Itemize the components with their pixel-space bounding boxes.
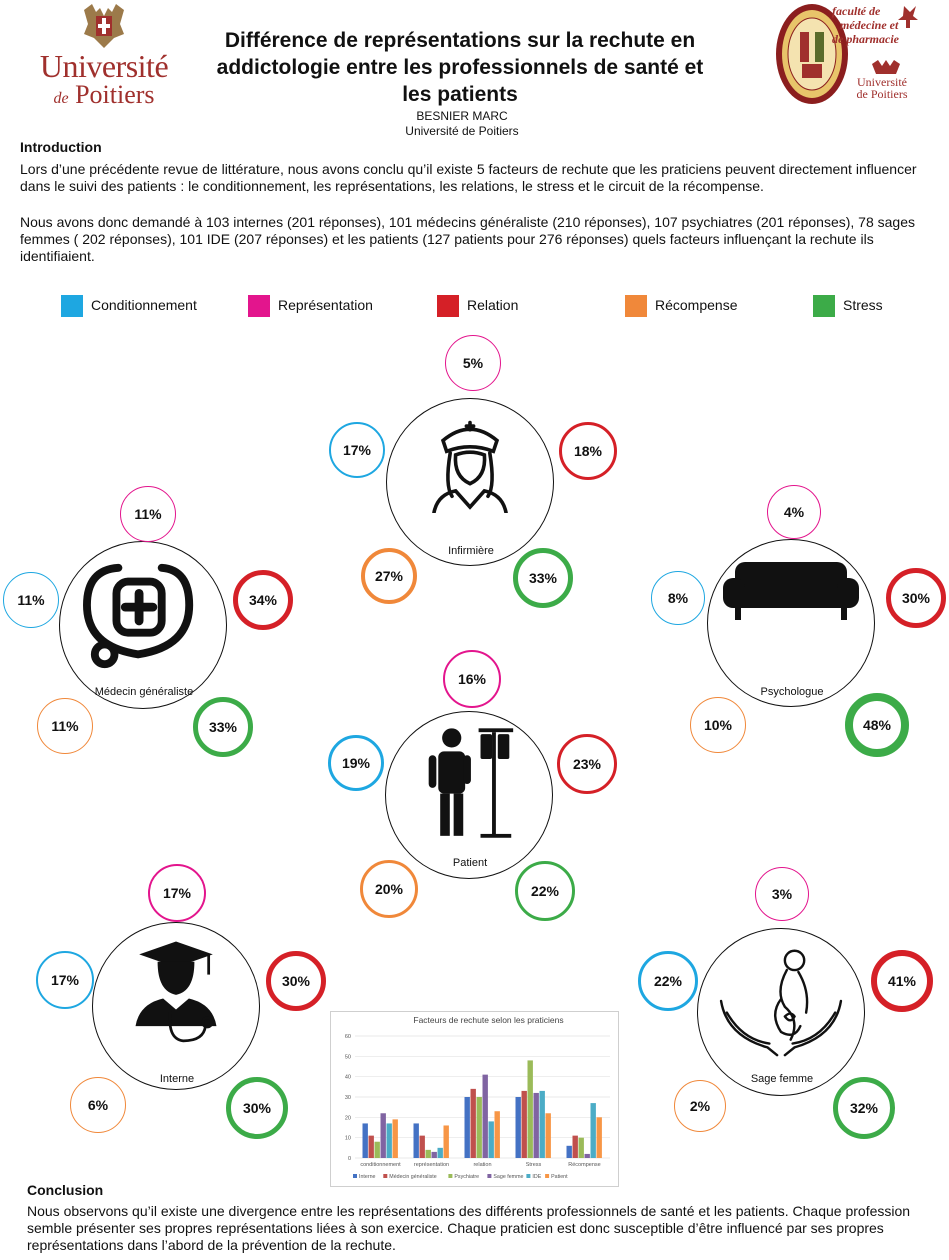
y-tick-label: 50 [344, 1054, 351, 1061]
bar [546, 1113, 551, 1158]
bar [528, 1060, 533, 1158]
author-block [300, 109, 624, 139]
percent-ring-conditionnement: 19% [328, 735, 384, 791]
legend-label: Représentation [278, 297, 373, 313]
legend-swatch [448, 1174, 452, 1178]
x-tick-label: Stress [525, 1162, 542, 1168]
author-name: BESNIER MARC [416, 109, 508, 123]
stethoscope-icon [60, 556, 226, 674]
univ-line-1: Université [857, 75, 907, 89]
percent-ring-conditionnement: 22% [638, 951, 698, 1011]
percent-ring-stress: 32% [833, 1077, 895, 1139]
bar [534, 1093, 539, 1158]
bar [522, 1091, 527, 1158]
group-label: Sage femme [750, 1073, 814, 1085]
introduction-paragraph-1: Lors d’une précédente revue de littérature, nous avons conclu qu’il existe 5 facteurs de rechute que les praticiens peuvent directement influencer dans le suivi des patients : le conditionnement, les représentations, les relations, le stress et le circuit de la récompense. [20, 161, 917, 194]
y-tick-label: 20 [344, 1115, 351, 1122]
percent-ring-relation: 18% [559, 422, 617, 480]
percent-ring-representation: 3% [755, 867, 809, 921]
group-label: Interne [159, 1073, 195, 1085]
legend-swatch [813, 295, 835, 317]
bar [432, 1152, 437, 1158]
legend-label: Conditionnement [91, 297, 197, 313]
bar [591, 1103, 596, 1158]
legend-swatch [61, 295, 83, 317]
logo-title: Université [39, 48, 169, 84]
group-circle-patient [385, 711, 553, 879]
bar [585, 1154, 590, 1158]
percent-ring-representation: 4% [767, 485, 821, 539]
bar-chart-svg [331, 1012, 618, 1186]
couch-icon [708, 554, 874, 624]
bar [573, 1136, 578, 1158]
percent-ring-conditionnement: 17% [36, 951, 94, 1009]
logo-subtitle: de Poitiers [53, 80, 155, 109]
legend-swatch [487, 1174, 491, 1178]
bar [567, 1146, 572, 1158]
legend-label: Stress [843, 297, 883, 313]
bar [516, 1097, 521, 1158]
legend-swatch [526, 1174, 530, 1178]
bar [393, 1119, 398, 1158]
percent-ring-relation: 41% [871, 950, 933, 1012]
percent-ring-recompense: 11% [37, 698, 93, 754]
bar [465, 1097, 470, 1158]
bar [369, 1136, 374, 1158]
percent-ring-conditionnement: 17% [329, 422, 385, 478]
bar [579, 1138, 584, 1158]
introduction-paragraph-2: Nous avons donc demandé à 103 internes (201 réponses), 101 médecins généraliste (210 réponses), 107 psychiatres (201 réponses), 78 sages femmes ( 202 réponses), 101 IDE (207 réponses) et les patients (127 patients pour 276 réponses) quels facteurs influençant la rechute ils identifiaient. [20, 214, 915, 264]
percent-ring-stress: 33% [513, 548, 573, 608]
legend-label: Sage femme [493, 1174, 524, 1180]
legend-label: Psychiatre [454, 1174, 480, 1180]
legend-swatch [353, 1174, 357, 1178]
legend-label: Relation [467, 297, 519, 313]
group-circle-sagefemme [697, 928, 865, 1096]
y-tick-label: 0 [347, 1156, 351, 1162]
graduate-doctor-icon [93, 937, 259, 1049]
conclusion-heading: Conclusion [27, 1182, 104, 1198]
bar [597, 1117, 602, 1158]
percent-ring-stress: 48% [845, 693, 909, 757]
crest-icon [80, 4, 128, 50]
percent-ring-recompense: 10% [690, 697, 746, 753]
bar [363, 1123, 368, 1158]
percent-ring-representation: 16% [443, 650, 501, 708]
percent-ring-representation: 11% [120, 486, 176, 542]
bar-chart [330, 1011, 619, 1187]
legend-label: Interne [359, 1174, 376, 1180]
nurse-icon [387, 413, 553, 513]
legend-swatch [248, 295, 270, 317]
y-tick-label: 40 [344, 1074, 351, 1081]
patient-iv-icon [386, 726, 552, 842]
bar [438, 1148, 443, 1158]
legend-label: Médecin généraliste [389, 1174, 437, 1180]
percent-ring-stress: 30% [226, 1077, 288, 1139]
legend-label: Récompense [655, 297, 738, 313]
chart-title: Facteurs de rechute selon les praticiens [413, 1015, 564, 1025]
percent-ring-conditionnement: 11% [3, 572, 59, 628]
percent-ring-relation: 30% [266, 951, 326, 1011]
percent-ring-relation: 23% [557, 734, 617, 794]
percent-ring-representation: 17% [148, 864, 206, 922]
percent-ring-recompense: 2% [674, 1080, 726, 1132]
legend-swatch [383, 1174, 387, 1178]
universite-poitiers-logo [18, 4, 190, 108]
bar [375, 1142, 380, 1158]
faculty-line-2: médecine et [840, 18, 899, 32]
x-tick-label: représentation [413, 1162, 450, 1168]
bar [426, 1150, 431, 1158]
bar [483, 1075, 488, 1158]
introduction-heading: Introduction [20, 139, 102, 155]
y-tick-label: 30 [344, 1095, 351, 1101]
group-circle-psychologue [707, 539, 875, 707]
percent-ring-stress: 22% [515, 861, 575, 921]
legend-swatch [437, 295, 459, 317]
conclusion-paragraph: Nous observons qu’il existe une divergence entre les représentations des différents professionnels de santé et les patients. Chaque profession semble présenter ses propres représentations liées à son exercice. Chaque praticien est donc susceptible d’être influencé par ses propres représentations dans l’abord de la prévention de la rechute. [27, 1203, 911, 1253]
bar [414, 1123, 419, 1158]
bar [477, 1097, 482, 1158]
group-circle-infirmiere [386, 398, 554, 566]
univ-line-2: de Poitiers [856, 87, 908, 101]
group-circle-interne [92, 922, 260, 1090]
bar [420, 1136, 425, 1158]
group-label: Médecin généraliste [94, 686, 194, 698]
x-tick-label: Récompense [568, 1162, 601, 1168]
percent-ring-recompense: 20% [360, 860, 418, 918]
percent-ring-relation: 34% [233, 570, 293, 630]
poster-title: Différence de représentations sur la rechute en addictologie entre les professionnels de santé et les patients [216, 29, 704, 106]
percent-ring-representation: 5% [445, 335, 501, 391]
faculte-medecine-logo [772, 2, 948, 106]
legend-label: Patient [551, 1174, 568, 1180]
legend-swatch [625, 295, 647, 317]
bar [495, 1111, 500, 1158]
legend-swatch [545, 1174, 549, 1178]
percent-ring-recompense: 27% [361, 548, 417, 604]
y-tick-label: 60 [344, 1034, 351, 1040]
faculty-line-1: faculté de [832, 4, 881, 18]
bar [540, 1091, 545, 1158]
bar [444, 1125, 449, 1158]
percent-ring-conditionnement: 8% [651, 571, 705, 625]
author-affiliation: Université de Poitiers [405, 124, 519, 138]
percent-ring-recompense: 6% [70, 1077, 126, 1133]
bar [489, 1121, 494, 1158]
group-label: Infirmière [448, 545, 494, 557]
bar [471, 1089, 476, 1158]
x-tick-label: relation [473, 1162, 492, 1168]
bar [381, 1113, 386, 1158]
legend-label: IDE [532, 1174, 542, 1180]
pregnant-hands-icon [698, 943, 864, 1059]
percent-ring-stress: 33% [193, 697, 253, 757]
group-label: Patient [452, 857, 488, 869]
bar [387, 1123, 392, 1158]
group-label: Psychologue [760, 686, 824, 698]
group-circle-medecin [59, 541, 227, 709]
faculty-line-3: de pharmacie [832, 32, 899, 46]
y-tick-label: 10 [344, 1135, 351, 1142]
percent-ring-relation: 30% [886, 568, 946, 628]
x-tick-label: conditionnement [360, 1162, 401, 1168]
